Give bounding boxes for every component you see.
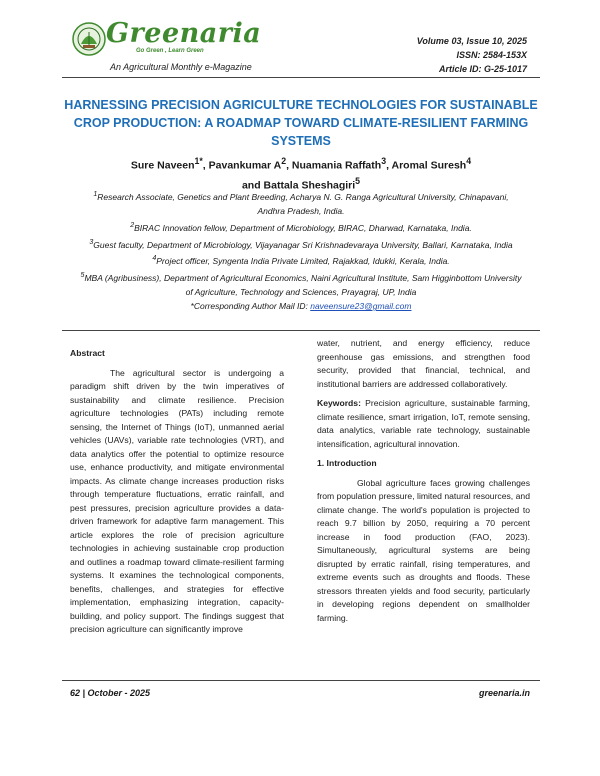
affiliation-text: Guest faculty, Department of Microbiology, Vijayanagar Sri Krishnadevaraya University, Ballari, Karnataka, India — [93, 239, 513, 250]
volume-text: Volume 03, Issue 10, 2025 — [416, 36, 527, 46]
site-url: greenaria.in — [478, 688, 530, 698]
article-title: HARNESSING PRECISION AGRICULTURE TECHNOLOGIES FOR SUSTAINABLE CROP PRODUCTION: A ROADMAP TOWARD CLIMATE-RESILIENT FARMING SYSTEMS — [64, 98, 538, 148]
affiliation-text: Project officer, Syngenta India Private Limited, Rajakkad, Idukki, Kerala, India. — [156, 256, 450, 267]
corresponding-email-link[interactable]: naveensure23@gmail.com — [310, 301, 412, 312]
introduction-heading: 1. Introduction — [317, 458, 377, 468]
author-list: Sure Naveen$^{1*}$, Pavankumar $A^2$, Nuamania Raffath$^3$, Aromal Suresh$^4$ and Battala Sheshagiri$^5$ — [130, 156, 472, 191]
affiliation-number: 5 — [80, 271, 85, 280]
issue-meta — [417, 34, 527, 76]
corresponding-label: *Corresponding Author Mail ID: — [190, 301, 308, 312]
issn-text: ISSN: 2584-153X — [456, 50, 527, 60]
affiliation-text: BIRAC Innovation fellow, Department of Microbiology, BIRAC, Dharwad, Karnataka, India. — [134, 222, 472, 233]
keywords-paragraph — [317, 397, 530, 451]
affiliation-item — [80, 268, 522, 299]
abstract-heading: Abstract — [70, 348, 105, 358]
affiliation-item — [80, 187, 522, 218]
brand-tagline: Go Green , Learn Green — [136, 48, 204, 54]
author-affil-sup: 3 — [381, 156, 387, 166]
author-affil-sup: 2 — [281, 156, 287, 166]
affiliation-item — [80, 251, 522, 268]
body-divider — [62, 330, 540, 331]
keywords-text: Precision agriculture, sustainable farming, climate resilience, smart irrigation, IoT, remote sensing, data analytics, variable rate technology, sustainable intensification, agricultural innovation. — [317, 398, 530, 449]
author-name: Battala Sheshagiri — [263, 179, 356, 191]
affiliation-item — [80, 235, 522, 252]
keywords-label: Keywords: — [317, 398, 361, 408]
magazine-subtitle: An Agricultural Monthly e-Magazine — [110, 62, 252, 72]
greenaria-logo-icon — [72, 22, 106, 56]
author-affil-sup: 4 — [466, 156, 472, 166]
brand-name: Greenaria — [106, 18, 262, 49]
corresponding-author — [80, 299, 522, 313]
footer-divider — [62, 680, 540, 681]
left-column — [70, 347, 284, 637]
affiliation-number: 3 — [89, 237, 94, 246]
header-divider — [62, 77, 540, 78]
affiliation-number: 4 — [152, 254, 157, 263]
author-conjunction: and — [241, 179, 261, 191]
affiliation-text: MBA (Agribusiness), Department of Agricultural Economics, Naini Agricultural Institute, Sam Higginbottom University of Agriculture, Technology and Sciences, Prayagraj, UP, India — [84, 273, 522, 298]
affiliations — [80, 187, 522, 313]
affiliation-text: Research Associate, Genetics and Plant Breeding, Acharya N. G. Ranga Agricultural University, Chinapavani, Andhra Pradesh, India. — [97, 191, 509, 216]
affiliation-item — [80, 218, 522, 235]
right-column — [317, 337, 530, 625]
page-number: 62 | October - 2025 — [70, 688, 151, 698]
author-name: Pavankumar A — [208, 159, 282, 172]
affiliation-number: 2 — [130, 220, 135, 229]
abstract-text: The agricultural sector is undergoing a paradigm shift driven by the twin imperatives of sustainability and climate resilience. Precision agriculture technologies (PATs) including remote sensing, the Internet of Things (IoT), unmanned aerial vehicles (UAVs), variable rate technologies (VRT), and data analytics offer the potential to optimize resource use, enhance productivity, and mitigate environmental impacts. As climate change increases production risks through temperature fluctuations, erratic rainfall, and pest pressures, precision agriculture provides a data-driven framework for adaptive farm management. This article explores the role of precision agriculture technologies in achieving sustainable crop production and outlines a roadmap toward climate-resilient farming systems. It examines the technological components, benefits, challenges, and strategies for effective implementation, emphasizing integration, capacity-building, and policy support. The findings suggest that precision agriculture can significantly improve — [70, 367, 284, 634]
article-id-text: Article ID: G-25-1017 — [438, 64, 527, 74]
author-name: Aromal Suresh — [391, 159, 467, 172]
author-affil-sup: 1* — [194, 156, 203, 166]
author-affil-sup: 5 — [355, 175, 361, 186]
author-name: Sure Naveen — [130, 159, 195, 172]
author-name: Nuamania Raffath — [291, 159, 382, 172]
affiliation-number: 1 — [93, 190, 98, 198]
introduction-text: Global agriculture faces growing challenges from population pressure, limited natural resources, and climate change. The world's population is projected to reach 9.7 billion by 2050, requiring a 70 percent increase in food production (FAO, 2023). Simultaneously, agricultural systems are being disrupted by erratic rainfall, rising temperatures, and extreme events such as droughts and floods. These stressors threaten yields and food security, particularly in developing regions dependent on smallholder farming. — [317, 477, 530, 623]
abstract-continued-text: water, nutrient, and energy efficiency, reduce greenhouse gas emissions, and strengthen food security, provided that financial, technical, and institutional barriers are addressed collaboratively. — [317, 338, 530, 389]
